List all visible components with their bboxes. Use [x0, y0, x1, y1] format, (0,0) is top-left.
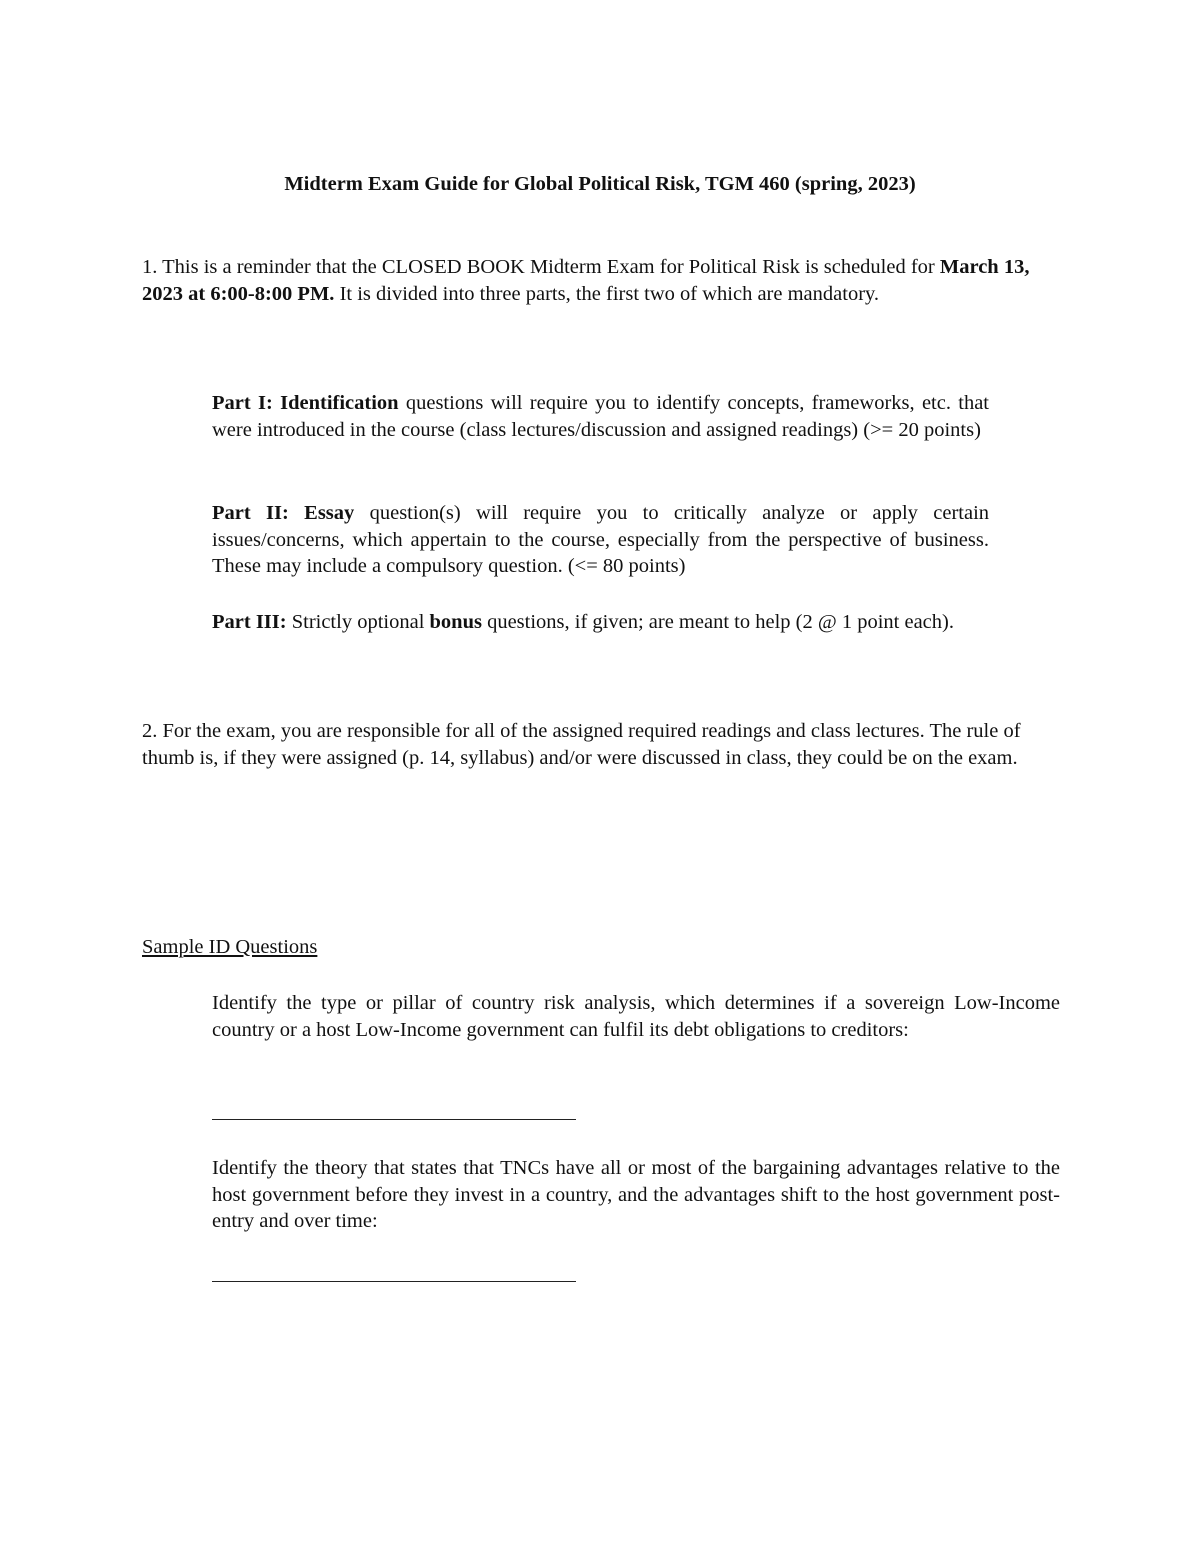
part-two-keyword: Essay — [304, 502, 355, 524]
sample-questions-heading: Sample ID Questions — [142, 936, 318, 958]
answer-blank-1 — [212, 1119, 576, 1120]
part-two-label: Part II: — [212, 502, 289, 524]
answer-blank-2 — [212, 1281, 576, 1282]
reminder-rest: It is divided into three parts, the first two of which are mandatory. — [334, 282, 880, 305]
sample-question-1: Identify the type or pillar of country risk analysis, which determines if a sovereign Low-Income country or a host Low-Income government can fulfil its debt obligations to creditors: — [212, 992, 1060, 1041]
part-two-text: question(s) will require you to critically analyze or apply certain issues/concerns, which appertain to the course, especially from the perspective of business. These may include a compulsory question. (<= 80 points) — [212, 502, 990, 577]
part-one-keyword: Identification — [280, 392, 399, 414]
part-three-text-before: Strictly optional — [286, 611, 430, 633]
part-three-text-after: questions, if given; are meant to help (2 @ 1 point each). — [481, 611, 954, 633]
part-three-keyword: bonus — [429, 611, 482, 633]
part-three-description — [212, 609, 989, 636]
part-one-text: questions will require you to identify concepts, frameworks, etc. that were introduced in the course (class lectures/discussion and assigned readings) (>= 20 points) — [212, 392, 989, 441]
part-two-description — [212, 500, 989, 580]
part-three-label: Part III: — [212, 611, 287, 633]
document-title: Midterm Exam Guide for Global Political Risk, TGM 460 (spring, 2023) — [284, 173, 916, 195]
sample-question-2: Identify the theory that states that TNCs have all or most of the bargaining advantages relative to the host government before they invest in a country, and the advantages shift to the host government post-entry and over time: — [212, 1157, 1060, 1232]
exam-responsibility-paragraph: 2. For the exam, you are responsible for all of the assigned required readings and class lectures. The rule of thumb is, if they were assigned (p. 14, syllabus) and/or were discussed in class, they could be on the exam. — [142, 720, 1021, 769]
exam-reminder-paragraph — [142, 254, 1062, 307]
reminder-intro: 1. This is a reminder that the CLOSED BOOK Midterm Exam for Political Risk is scheduled for — [142, 256, 940, 278]
part-one-label: Part I: — [212, 392, 273, 414]
exam-date: March 13, 2023 at 6:00-8:00 PM. — [142, 256, 1030, 305]
part-one-description — [212, 390, 989, 443]
